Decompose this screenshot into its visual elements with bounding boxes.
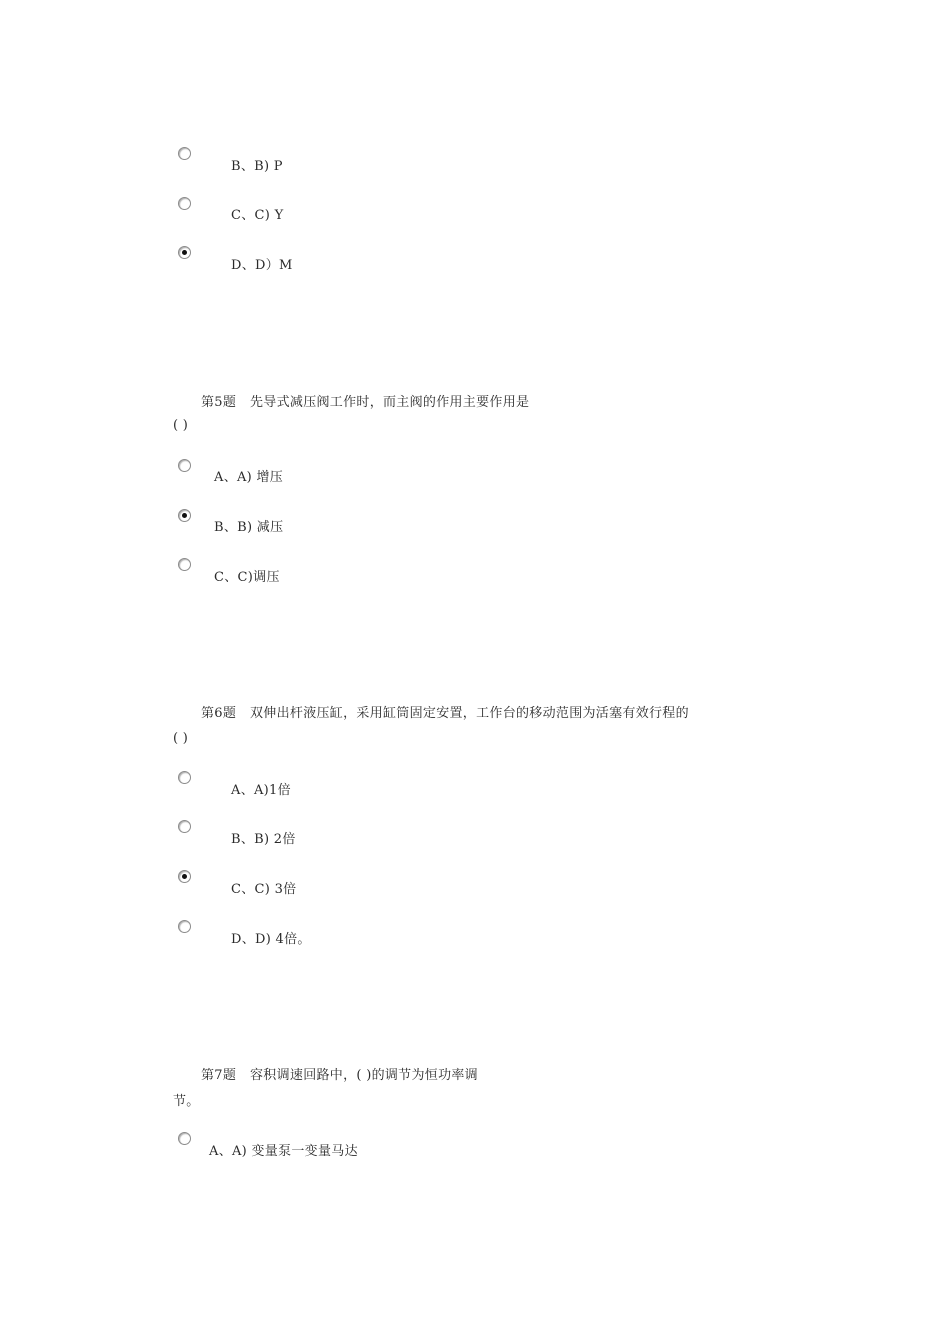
q7-number: 第7题 [201,1068,237,1083]
q4-option-b-radio[interactable] [178,147,191,160]
q4-option-d-label: D、D）M [231,258,293,273]
q4-option-c-label: C、C) Y [231,208,284,223]
q6-blank: ( ) [173,731,189,746]
q6-option-b-radio[interactable] [178,820,191,833]
q6-number: 第6题 [201,706,237,721]
q6-option-c-label: C、C) 3倍 [231,882,297,897]
q7-option-a-radio[interactable] [178,1132,191,1145]
q6-option-c-radio[interactable] [178,870,191,883]
q6-option-d-radio[interactable] [178,920,191,933]
q5-option-c-radio[interactable] [178,558,191,571]
q7-option-a-label: A、A) 变量泵一变量马达 [209,1144,358,1159]
q5-option-c-label: C、C)调压 [214,570,280,585]
q6-option-a-radio[interactable] [178,771,191,784]
q7-stem: 容积调速回路中，( )的调节为恒功率调 [250,1068,478,1083]
q6-option-a-label: A、A)1倍 [231,783,291,798]
q6-option-d-label: D、D) 4倍。 [231,932,311,947]
q4-option-c-radio[interactable] [178,197,191,210]
q4-option-d-radio[interactable] [178,246,191,259]
q4-option-b-label: B、B) P [231,159,283,174]
q6-stem: 双伸出杆液压缸，采用缸筒固定安置，工作台的移动范围为活塞有效行程的 [250,706,689,721]
q5-stem: 先导式减压阀工作时，而主阀的作用主要作用是 [250,395,530,410]
q5-option-a-label: A、A) 增压 [214,470,284,485]
q5-number: 第5题 [201,395,237,410]
q5-option-a-radio[interactable] [178,459,191,472]
q5-blank: ( ) [173,418,189,433]
q7-stem-continued: 节。 [173,1094,200,1109]
q5-option-b-radio[interactable] [178,509,191,522]
q5-option-b-label: B、B) 减压 [214,520,284,535]
q6-option-b-label: B、B) 2倍 [231,832,296,847]
